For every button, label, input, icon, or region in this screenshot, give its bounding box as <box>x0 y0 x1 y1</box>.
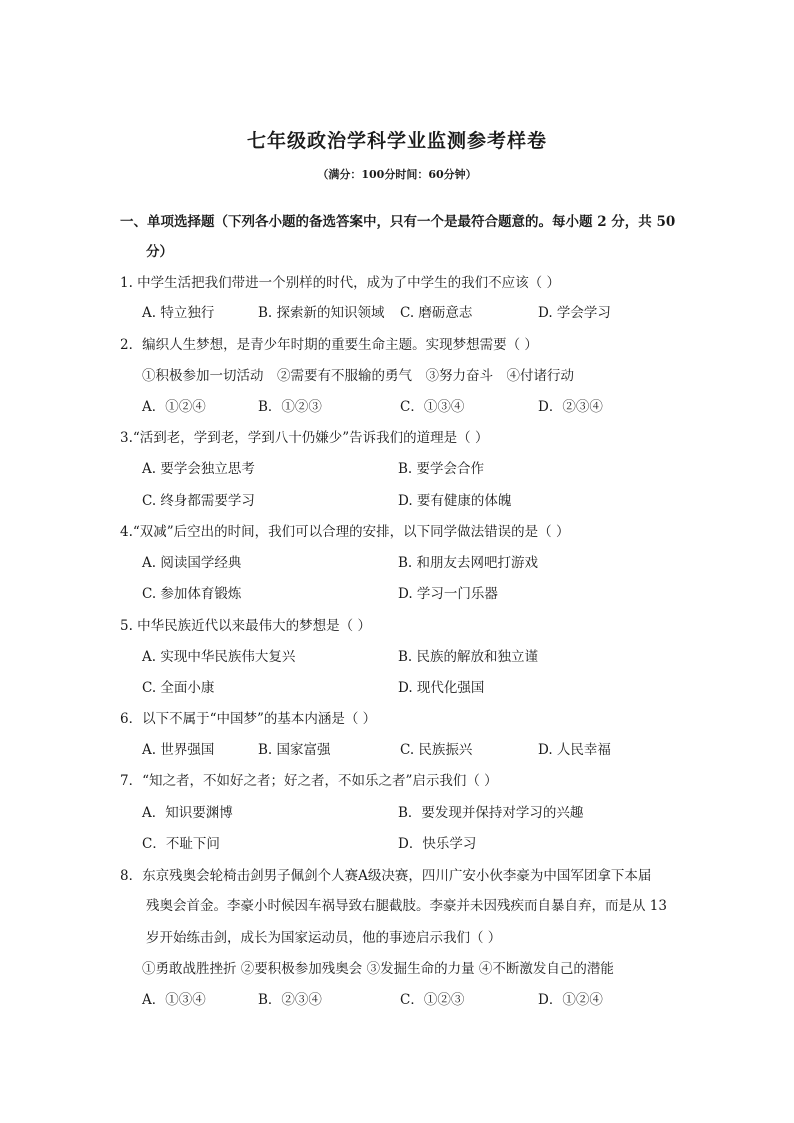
option: C．不耻下问 <box>142 836 220 852</box>
question-5-stem: 5. 中华民族近代以来最伟大的梦想是（ ） <box>120 618 371 634</box>
question-6-stem: 6．以下不属于“中国梦”的基本内涵是（ ） <box>120 711 377 727</box>
question-1-options <box>142 301 662 321</box>
option: D．①②④ <box>538 992 603 1008</box>
question-5-options-row1 <box>142 645 662 665</box>
option: A. 实现中华民族伟大复兴 <box>142 649 296 665</box>
option: A. 阅读国学经典 <box>142 555 242 571</box>
question-7-options-row1 <box>142 801 662 821</box>
option: C. 磨砺意志 <box>400 305 473 321</box>
question-8-stem-line3: 岁开始练击剑，成长为国家运动员，他的事迹启示我们（ ） <box>146 930 502 946</box>
question-1-stem: 1. 中学生活把我们带进一个别样的时代，成为了中学生的我们不应该（ ） <box>120 275 560 291</box>
question-5-options-row2 <box>142 676 662 696</box>
option: B. 探索新的知识领域 <box>258 305 385 321</box>
option: C．①③④ <box>400 399 465 415</box>
option: B. 和朋友去网吧打游戏 <box>398 555 539 571</box>
option: D．②③④ <box>538 399 603 415</box>
option: D. 学习一门乐器 <box>398 586 498 602</box>
question-4-stem: 4.“双减”后空出的时间，我们可以合理的安排，以下同学做法错误的是（ ） <box>120 524 570 540</box>
option: D. 学会学习 <box>538 305 611 321</box>
question-3-options-row2 <box>142 489 662 509</box>
question-8-stem-line1: 8．东京残奥会轮椅击剑男子佩剑个人赛A级决赛，四川广安小伙李豪为中国军团拿下本届 <box>120 868 652 884</box>
section-heading: 一、单项选择题（下列各小题的备选答案中，只有一个是最符合题意的。每小题 2 分，共 50 <box>120 214 676 230</box>
option: D．快乐学习 <box>398 836 477 852</box>
option: A. 要学会独立思考 <box>142 461 255 477</box>
question-6-options <box>142 738 662 758</box>
option: D. 现代化强国 <box>398 680 485 696</box>
option: B．要发现并保持对学习的兴趣 <box>398 805 584 821</box>
option: B．①②③ <box>258 399 322 415</box>
option: B. 国家富强 <box>258 742 331 758</box>
question-4-options-row2 <box>142 582 662 602</box>
option: A. 世界强国 <box>142 742 215 758</box>
option: A. 特立独行 <box>142 305 215 321</box>
question-8-stem-line2: 残奥会首金。李豪小时候因车祸导致右腿截肢。李豪并未因残疾而自暴自弃，而是从 13 <box>146 898 667 914</box>
option: C. 民族振兴 <box>400 742 473 758</box>
page-subtitle: （满分：100分时间：60分钟） <box>317 168 477 181</box>
question-3-stem: 3.“活到老，学到老，学到八十仍嫌少”告诉我们的道理是（ ） <box>120 430 489 446</box>
option: C. 参加体育锻炼 <box>142 586 242 602</box>
option: D. 人民幸福 <box>538 742 611 758</box>
option: D. 要有健康的体魄 <box>398 493 512 509</box>
question-8-options <box>142 988 662 1008</box>
question-2-options <box>142 395 662 415</box>
question-2-stem: 2．编织人生梦想，是青少年时期的重要生命主题。实现梦想需要（ ） <box>120 337 538 353</box>
option: C. 终身都需要学习 <box>142 493 255 509</box>
question-7-options-row2 <box>142 832 662 852</box>
option: A．知识要渊博 <box>142 805 233 821</box>
option: A．①②④ <box>142 399 206 415</box>
option: C. 全面小康 <box>142 680 215 696</box>
option: B. 要学会合作 <box>398 461 485 477</box>
option: C．①②③ <box>400 992 465 1008</box>
question-3-options-row1 <box>142 457 662 477</box>
question-2-statements: ①积极参加一切活动 ②需要有不服输的勇气 ③努力奋斗 ④付诸行动 <box>142 368 574 384</box>
option: B．②③④ <box>258 992 322 1008</box>
page-title: 七年级政治学科学业监测参考样卷 <box>246 130 547 152</box>
question-4-options-row1 <box>142 551 662 571</box>
option: A．①③④ <box>142 992 206 1008</box>
section-heading-cont: 分） <box>146 244 173 260</box>
option: B. 民族的解放和独立谨 <box>398 649 539 665</box>
question-7-stem: 7．“知之者，不如好之者；好之者，不如乐之者”启示我们（ ） <box>120 773 498 789</box>
question-8-statements: ①勇敢战胜挫折 ②要积极参加残奥会 ③发掘生命的力量 ④不断激发自己的潜能 <box>142 961 614 977</box>
